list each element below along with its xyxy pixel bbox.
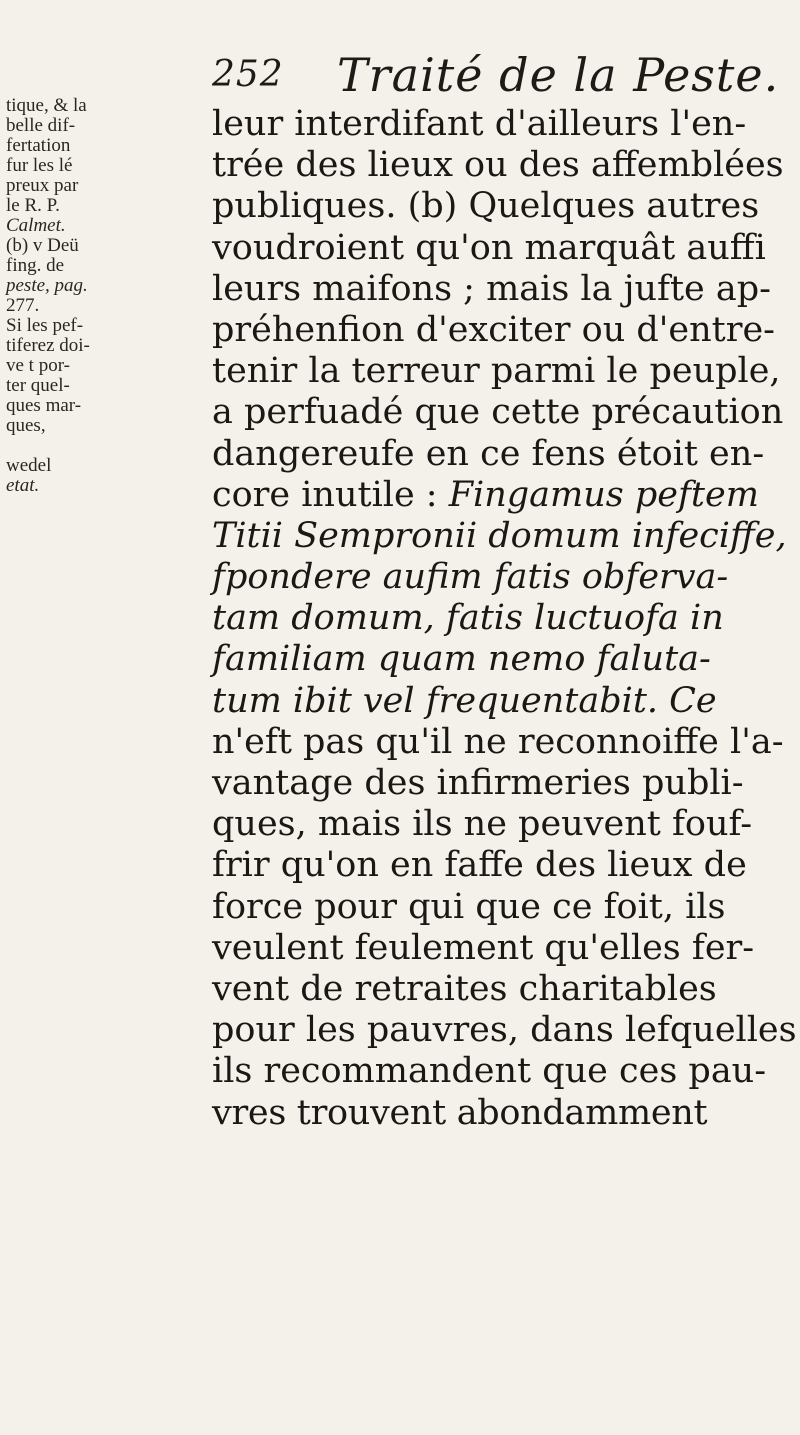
- body-text-line: tam domum, fatis luctuofa in: [212, 598, 724, 639]
- page-number: 252: [212, 54, 284, 95]
- page-header: [212, 40, 780, 110]
- margin-notes: [6, 96, 92, 496]
- margin-note-line: tique, & la: [6, 95, 87, 116]
- body-text-line: vantage des infirmeries publi-: [212, 763, 744, 803]
- margin-note-line: ques mar-: [6, 395, 82, 416]
- body-text: [212, 104, 797, 1134]
- margin-note-line: fur les lé: [6, 155, 73, 176]
- body-text-line: tum ibit vel frequentabit. Ce: [212, 680, 717, 721]
- margin-note-line: wedel: [6, 455, 52, 476]
- body-text-line: vres trouvent abondamment: [212, 1092, 708, 1133]
- body-text-line: a perfuadé que cette précaution: [212, 392, 784, 433]
- margin-note-line: le R. P.: [6, 195, 60, 216]
- margin-note-line: (b) v Deü: [6, 235, 79, 256]
- margin-note-line: fing. de: [6, 255, 65, 276]
- body-text-line: n'eft pas qu'il ne reconnoiffe l'a-: [212, 721, 784, 762]
- margin-note-line: peste, pag.: [6, 275, 88, 296]
- margin-note-line: ve t por-: [6, 355, 70, 376]
- margin-note-line: tiferez doi-: [6, 335, 90, 356]
- body-text-line: [212, 475, 790, 516]
- body-text-line: Titii Sempronii domum infeciffe,: [212, 515, 787, 556]
- margin-note-line: belle dif-: [6, 115, 76, 136]
- margin-note-line: preux par: [6, 175, 79, 196]
- body-text-line: vent de retraites charitables: [212, 968, 717, 1009]
- body-text-line: fpondere aufim fatis obferva-: [212, 557, 729, 598]
- body-text-line: publiques. (b) Quelques autres: [212, 186, 760, 227]
- running-title: Traité de la Peste.: [337, 48, 780, 102]
- body-text-line: préhenfion d'exciter ou d'entre-: [212, 309, 775, 350]
- body-text-line: dangereufe en ce fens étoit en-: [212, 433, 765, 474]
- margin-note-line: ques,: [6, 415, 46, 436]
- body-text-line: voudroient qu'on marquât auffi: [212, 227, 766, 268]
- body-text-line: pour les pauvres, dans lefquelles: [212, 1010, 797, 1051]
- margin-note-line: ter quel-: [6, 375, 70, 396]
- body-text-line: leur interdifant d'ailleurs l'en-: [212, 104, 747, 144]
- margin-note-line: etat.: [6, 475, 40, 496]
- margin-note-line: [6, 436, 92, 456]
- body-text-french: core inutile :: [212, 474, 449, 515]
- body-text-line: leurs maifons ; mais la jufte ap-: [212, 268, 771, 309]
- body-text-line: ils recommandent que ces pau-: [212, 1051, 767, 1092]
- body-text-latin: Fingamus peftem: [448, 474, 759, 515]
- margin-note-line: Calmet.: [6, 215, 66, 236]
- body-text-line: force pour qui que ce foit, ils: [212, 886, 726, 927]
- margin-note-line: fertation: [6, 135, 71, 156]
- body-text-line: veulent feulement qu'elles fer-: [212, 927, 755, 968]
- margin-note-line: 277.: [6, 295, 40, 316]
- body-text-line: ques, mais ils ne peuvent fouf-: [212, 804, 753, 845]
- body-text-line: trée des lieux ou des affemblées: [212, 145, 784, 186]
- body-text-line: familiam quam nemo faluta-: [212, 639, 711, 680]
- body-text-line: frir qu'on en faffe des lieux de: [212, 845, 747, 886]
- body-text-line: tenir la terreur parmi le peuple,: [212, 351, 781, 392]
- margin-note-line: Si les pef-: [6, 315, 84, 336]
